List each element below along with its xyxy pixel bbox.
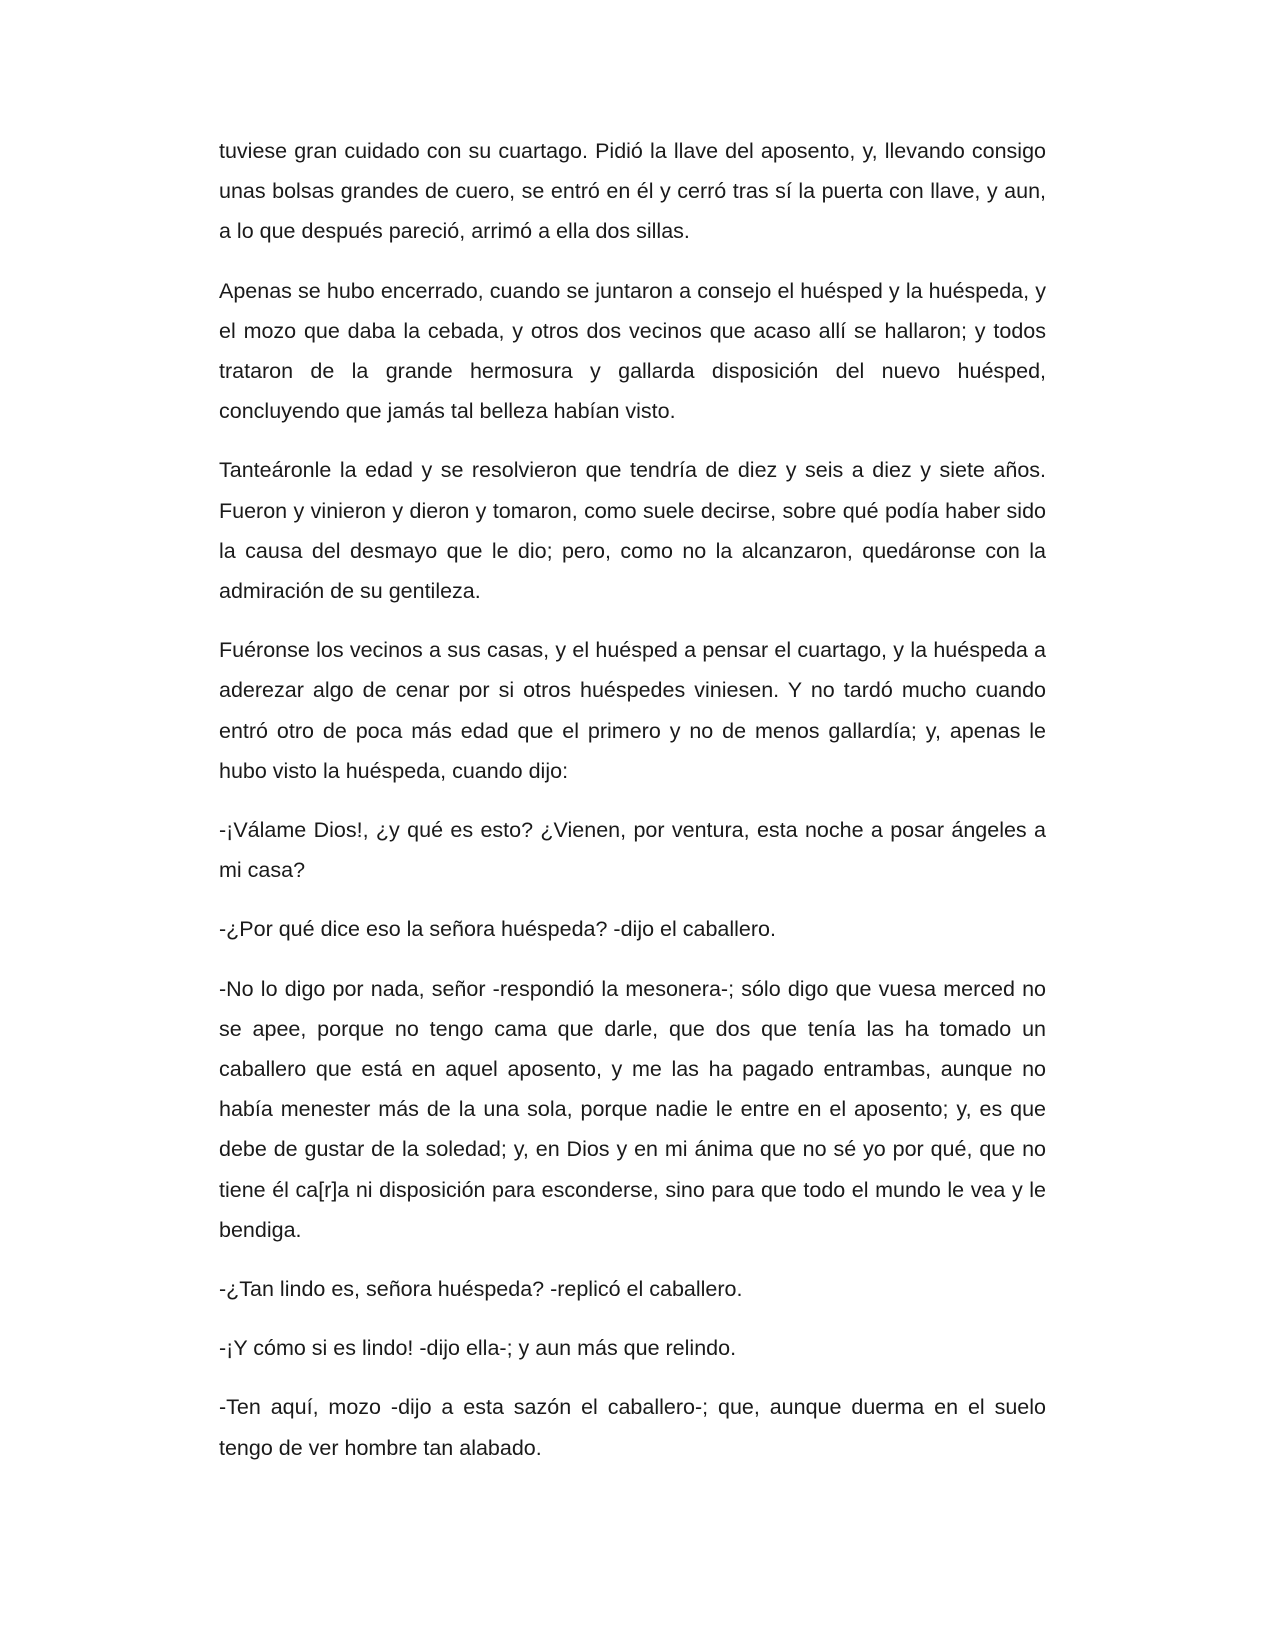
paragraph-9: -¡Y cómo si es lindo! -dijo ella-; y aun más que relindo. — [219, 1336, 737, 1361]
paragraph-8: -¿Tan lindo es, señora huéspeda? -replicó el caballero. — [219, 1277, 743, 1302]
paragraph-5: -¡Válame Dios!, ¿y qué es esto? ¿Vienen, por ventura, esta noche a posar ángeles a mi casa? — [219, 818, 1046, 883]
paragraph-6: -¿Por qué dice eso la señora huéspeda? -dijo el caballero. — [219, 917, 776, 942]
paragraph-4: Fuéronse los vecinos a sus casas, y el huésped a pensar el cuartago, y la huéspeda a aderezar algo de cenar por si otros huéspedes viniesen. Y no tardó mucho cuando entró otro de poca más edad que el primero y no de menos gallardía; y, apenas le hubo visto la huéspeda, cuando dijo: — [219, 638, 1046, 783]
paragraph-2: Apenas se hubo encerrado, cuando se juntaron a consejo el huésped y la huéspeda, y el mozo que daba la cebada, y otros dos vecinos que acaso allí se hallaron; y todos trataron de la grande hermosura y gallarda disposición del nuevo huésped, concluyendo que jamás tal belleza habían visto. — [219, 278, 1046, 424]
paragraph-3: Tanteáronle la edad y se resolvieron que tendría de diez y seis a diez y siete años. Fueron y vinieron y dieron y tomaron, como suele decirse, sobre qué podía haber sido la causa del desmayo que le dio; pero, como no la alcanzaron, quedáronse con la admiración de su gentileza. — [219, 458, 1046, 604]
document-page — [219, 131, 1046, 1487]
paragraph-1: tuviese gran cuidado con su cuartago. Pidió la llave del aposento, y, llevando consigo unas bolsas grandes de cuero, se entró en él y cerró tras sí la puerta con llave, y aun, a lo que después pareció, arrimó a ella dos sillas. — [219, 139, 1046, 244]
paragraph-10: -Ten aquí, mozo -dijo a esta sazón el caballero-; que, aunque duerma en el suelo tengo de ver hombre tan alabado. — [219, 1395, 1046, 1460]
paragraph-7: -No lo digo por nada, señor -respondió la mesonera-; sólo digo que vuesa merced no se apee, porque no tengo cama que darle, que dos que tenía las ha tomado un caballero que está en aquel aposento, y me las ha pagado entrambas, aunque no había menester más de la una sola, porque nadie le entre en el aposento; y, es que debe de gustar de la soledad; y, en Dios y en mi ánima que no sé yo por qué, que no tiene él ca[r]a ni disposición para esconderse, sino para que todo el mundo le vea y le bendiga. — [219, 976, 1046, 1242]
